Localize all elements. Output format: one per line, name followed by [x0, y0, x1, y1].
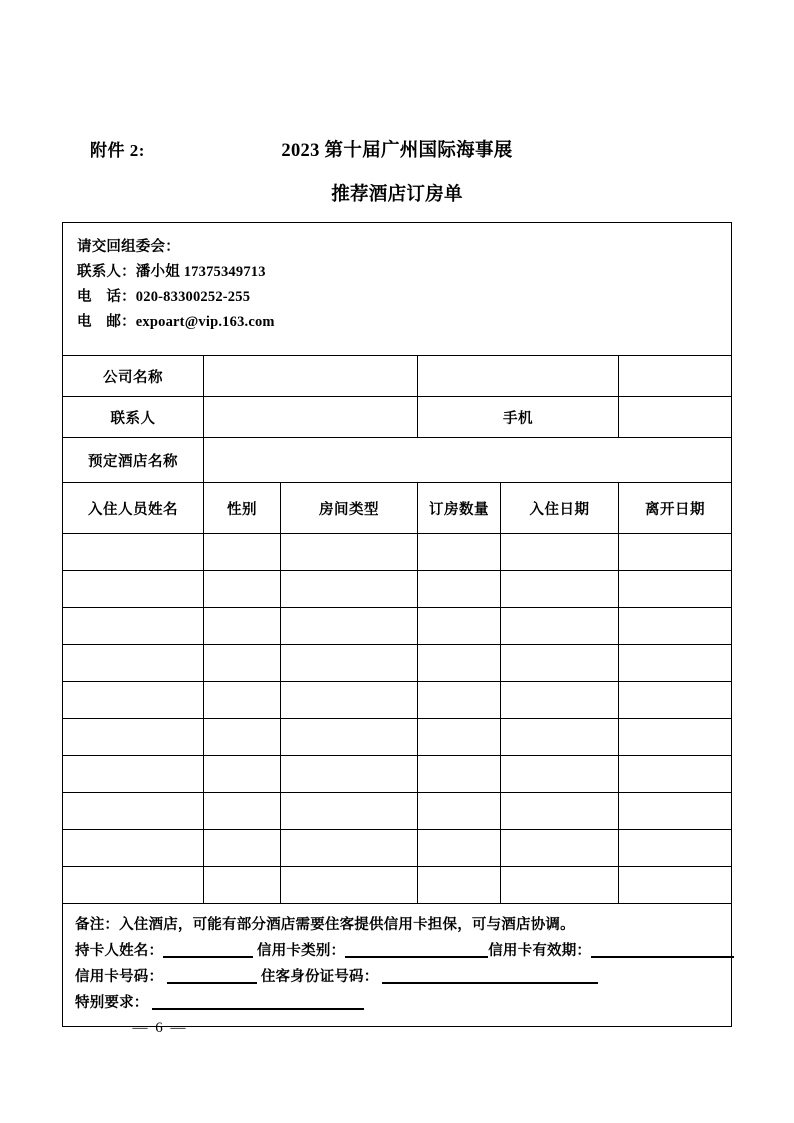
cell-room-count[interactable] — [418, 793, 501, 830]
table-row — [63, 867, 732, 904]
hotel-name-input[interactable] — [204, 438, 732, 483]
cell-room-type[interactable] — [281, 571, 418, 608]
cell-checkout[interactable] — [619, 793, 732, 830]
cell-checkin[interactable] — [501, 682, 619, 719]
cell-room-type[interactable] — [281, 756, 418, 793]
cell-checkout[interactable] — [619, 608, 732, 645]
cell-room-type[interactable] — [281, 719, 418, 756]
notes-cell — [63, 904, 732, 1027]
column-header-room-count: 订房数量 — [418, 483, 501, 534]
contact-person-input[interactable] — [204, 397, 418, 438]
special-request-input[interactable] — [152, 1008, 364, 1010]
cell-checkin[interactable] — [501, 756, 619, 793]
mobile-label: 手机 — [418, 397, 619, 438]
cell-gender[interactable] — [204, 719, 281, 756]
column-header-checkout: 离开日期 — [619, 483, 732, 534]
page-number: — 6 — — [132, 1020, 188, 1036]
table-row — [63, 534, 732, 571]
cell-checkout[interactable] — [619, 867, 732, 904]
cell-guest-name[interactable] — [63, 793, 204, 830]
card-number-input[interactable] — [167, 982, 257, 984]
cell-checkin[interactable] — [501, 571, 619, 608]
guest-id-label: 住客身份证号码： — [260, 969, 379, 985]
table-row — [63, 756, 732, 793]
column-header-checkin: 入住日期 — [501, 483, 619, 534]
hotel-booking-form-table — [62, 222, 732, 1027]
table-row — [63, 830, 732, 867]
card-number-label: 信用卡号码： — [75, 969, 164, 985]
cell-gender[interactable] — [204, 830, 281, 867]
cell-room-count[interactable] — [418, 867, 501, 904]
hotel-name-row — [63, 438, 732, 483]
cell-room-type[interactable] — [281, 608, 418, 645]
table-row — [63, 682, 732, 719]
cell-gender[interactable] — [204, 571, 281, 608]
page-subtitle: 推荐酒店订房单 — [331, 185, 463, 205]
title-row — [62, 132, 732, 170]
attachment-label: 附件 2: — [90, 141, 145, 160]
cell-checkout[interactable] — [619, 719, 732, 756]
cell-gender[interactable] — [204, 534, 281, 571]
contact-person-row — [63, 397, 732, 438]
cardholder-name-input[interactable] — [163, 956, 253, 958]
table-row — [63, 793, 732, 830]
cell-room-count[interactable] — [418, 571, 501, 608]
credit-card-line-2 — [75, 964, 721, 990]
cell-room-count[interactable] — [418, 645, 501, 682]
cell-checkin[interactable] — [501, 867, 619, 904]
cell-checkin[interactable] — [501, 719, 619, 756]
cell-room-count[interactable] — [418, 682, 501, 719]
cell-gender[interactable] — [204, 645, 281, 682]
cell-guest-name[interactable] — [63, 571, 204, 608]
column-header-gender: 性别 — [204, 483, 281, 534]
contact-line-email: 电 邮：expoart@vip.163.com — [77, 314, 275, 330]
mobile-input[interactable] — [619, 397, 732, 438]
cell-checkin[interactable] — [501, 534, 619, 571]
table-row — [63, 571, 732, 608]
cell-checkout[interactable] — [619, 534, 732, 571]
cell-guest-name[interactable] — [63, 719, 204, 756]
cell-gender[interactable] — [204, 756, 281, 793]
cell-guest-name[interactable] — [63, 830, 204, 867]
special-request-label: 特别要求： — [75, 995, 149, 1011]
cell-room-type[interactable] — [281, 793, 418, 830]
card-type-label: 信用卡类别： — [257, 943, 346, 959]
cell-checkin[interactable] — [501, 645, 619, 682]
contact-info-row — [63, 223, 732, 356]
credit-card-line-1 — [75, 938, 721, 964]
cell-room-count[interactable] — [418, 608, 501, 645]
cell-room-type[interactable] — [281, 534, 418, 571]
card-expiry-input[interactable] — [591, 956, 734, 958]
cell-checkin[interactable] — [501, 608, 619, 645]
table-row — [63, 645, 732, 682]
cell-guest-name[interactable] — [63, 867, 204, 904]
cell-room-type[interactable] — [281, 830, 418, 867]
company-name-row — [63, 356, 732, 397]
cell-guest-name[interactable] — [63, 756, 204, 793]
hotel-name-label: 预定酒店名称 — [63, 438, 204, 483]
cell-checkout[interactable] — [619, 830, 732, 867]
page-title: 2023 第十届广州国际海事展 — [281, 141, 513, 161]
cell-checkout[interactable] — [619, 756, 732, 793]
guest-table-header-row — [63, 483, 732, 534]
cell-checkout[interactable] — [619, 571, 732, 608]
cell-checkout[interactable] — [619, 645, 732, 682]
cell-gender[interactable] — [204, 682, 281, 719]
notes-row — [63, 904, 732, 1027]
cell-guest-name[interactable] — [63, 645, 204, 682]
cell-gender[interactable] — [204, 793, 281, 830]
cell-gender[interactable] — [204, 867, 281, 904]
company-name-label: 公司名称 — [63, 356, 204, 397]
cell-room-type[interactable] — [281, 682, 418, 719]
card-expiry-label: 信用卡有效期： — [488, 943, 592, 959]
cell-room-count[interactable] — [418, 719, 501, 756]
remark-text: 备注：入住酒店，可能有部分酒店需要住客提供信用卡担保，可与酒店协调。 — [75, 917, 575, 933]
column-header-guest-name: 入住人员姓名 — [63, 483, 204, 534]
table-row — [63, 719, 732, 756]
contact-info-cell — [63, 223, 732, 356]
cell-checkin[interactable] — [501, 793, 619, 830]
contact-line-submit-to: 请交回组委会： — [77, 239, 180, 255]
table-row — [63, 608, 732, 645]
cell-room-type[interactable] — [281, 867, 418, 904]
cell-guest-name[interactable] — [63, 534, 204, 571]
cardholder-name-label: 持卡人姓名： — [75, 943, 164, 959]
cell-guest-name[interactable] — [63, 682, 204, 719]
cell-checkout[interactable] — [619, 682, 732, 719]
company-extra-field-1[interactable] — [418, 356, 619, 397]
cell-room-count[interactable] — [418, 756, 501, 793]
guest-id-input[interactable] — [382, 982, 598, 984]
contact-line-person: 联系人：潘小姐 17375349713 — [77, 264, 266, 280]
company-name-input[interactable] — [204, 356, 418, 397]
cell-room-type[interactable] — [281, 645, 418, 682]
cell-gender[interactable] — [204, 608, 281, 645]
special-request-line — [75, 990, 721, 1016]
card-type-input[interactable] — [345, 956, 488, 958]
company-extra-field-2[interactable] — [619, 356, 732, 397]
document-title-block — [62, 132, 732, 205]
cell-room-count[interactable] — [418, 830, 501, 867]
column-header-room-type: 房间类型 — [281, 483, 418, 534]
cell-room-count[interactable] — [418, 534, 501, 571]
cell-guest-name[interactable] — [63, 608, 204, 645]
cell-checkin[interactable] — [501, 830, 619, 867]
contact-line-telephone: 电 话：020-83300252-255 — [77, 289, 251, 305]
contact-person-label: 联系人 — [63, 397, 204, 438]
